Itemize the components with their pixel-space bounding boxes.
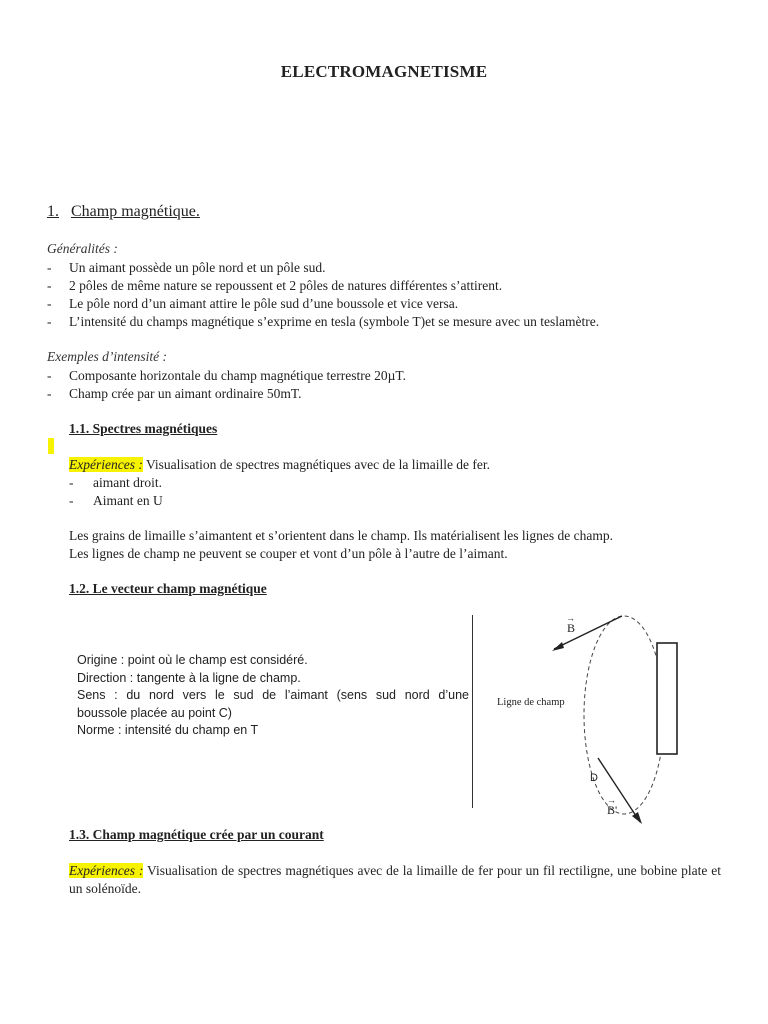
def-sens-line1: Sens : du nord vers le sud de l’aimant (sens sud nord d’une [77, 688, 469, 702]
vector-bprime-arrowhead [632, 812, 642, 824]
section-1-heading [47, 203, 200, 221]
paragraph-line: Les lignes de champ ne peuvent se couper et vont d’un pôle à l’autre de l’aimant. [69, 546, 508, 561]
list-item: - 2 pôles de même nature se repoussent et 2 pôles de natures différentes s’attirent. [47, 278, 503, 293]
list-dash: - [47, 278, 52, 293]
label-bprime: B' [607, 803, 618, 817]
vector-definitions [77, 652, 469, 740]
def-direction: Direction : tangente à la ligne de champ. [77, 670, 301, 685]
list-item: - aimant droit. [69, 475, 162, 490]
def-sens-line2: boussole placée au point C) [77, 705, 232, 720]
list-dash: - [69, 493, 74, 508]
experiences-list [69, 474, 163, 510]
list-dash: - [69, 475, 74, 490]
list-dash: - [47, 296, 52, 311]
label-ligne-de-champ: Ligne de champ [497, 697, 565, 708]
list-item: - Champ crée par un aimant ordinaire 50mT. [47, 386, 302, 401]
def-norme: Norme : intensité du champ en T [77, 723, 259, 737]
experiences-1-1 [69, 456, 490, 474]
generalites-list [47, 259, 599, 331]
def-origine: Origine : point où le champ est considéré. [77, 653, 308, 667]
exemples-list [47, 367, 406, 403]
list-dash: - [47, 260, 52, 275]
experiences-1-3 [69, 862, 721, 898]
list-item: - Aimant en U [69, 493, 163, 508]
generalites-label: Généralités : [47, 241, 118, 256]
vector-bprime-line [598, 758, 640, 822]
section-1-3-heading: 1.3. Champ magnétique crée par un courant [69, 827, 324, 842]
highlight-marker [48, 438, 54, 454]
experiences-label: Expériences : [69, 457, 143, 472]
list-item: - L’intensité du champs magnétique s’exprime en tesla (symbole T)et se mesure avec un teslamètre. [47, 314, 600, 329]
field-line-diagram [474, 600, 768, 835]
list-dash: - [47, 314, 52, 329]
label-b-arrow: → [566, 613, 575, 623]
list-item: - Le pôle nord d’un aimant attire le pôle sud d’une boussole et vice versa. [47, 296, 459, 311]
experiences-text: Visualisation de spectres magnétiques avec de la limaille de fer. [142, 457, 491, 472]
list-dash: - [47, 386, 52, 401]
label-d: D [590, 772, 598, 784]
section-1-number: 1. [47, 203, 59, 220]
magnet-bar [657, 643, 677, 754]
field-line-curve [584, 616, 664, 814]
paragraph-line: Les grains de limaille s’aimantent et s’orientent dans le champ. Ils matérialisent les lignes de champ. [69, 528, 613, 543]
section-1-2-heading: 1.2. Le vecteur champ magnétique [69, 581, 267, 596]
document-title: ELECTROMAGNETISME [280, 62, 488, 81]
section-1-1-heading: 1.1. Spectres magnétiques [69, 421, 218, 436]
list-item: - Un aimant possède un pôle nord et un pôle sud. [47, 260, 326, 275]
label-bprime-arrow: → [607, 795, 616, 805]
vector-b-arrowhead [552, 642, 564, 651]
label-b: B [567, 621, 576, 635]
section-1-title: Champ magnétique. [71, 203, 200, 220]
exemples-label: Exemples d’intensité : [47, 349, 167, 364]
list-dash: - [47, 368, 52, 383]
experiences-text: Visualisation de spectres magnétiques avec de la limaille de fer pour un fil rectiligne, une bobine plate et un solénoïde. [69, 863, 721, 896]
vector-b-line [554, 616, 622, 649]
experiences-label: Expériences : [69, 863, 144, 878]
list-item: - Composante horizontale du champ magnétique terrestre 20µT. [47, 368, 407, 383]
column-divider [472, 615, 473, 808]
